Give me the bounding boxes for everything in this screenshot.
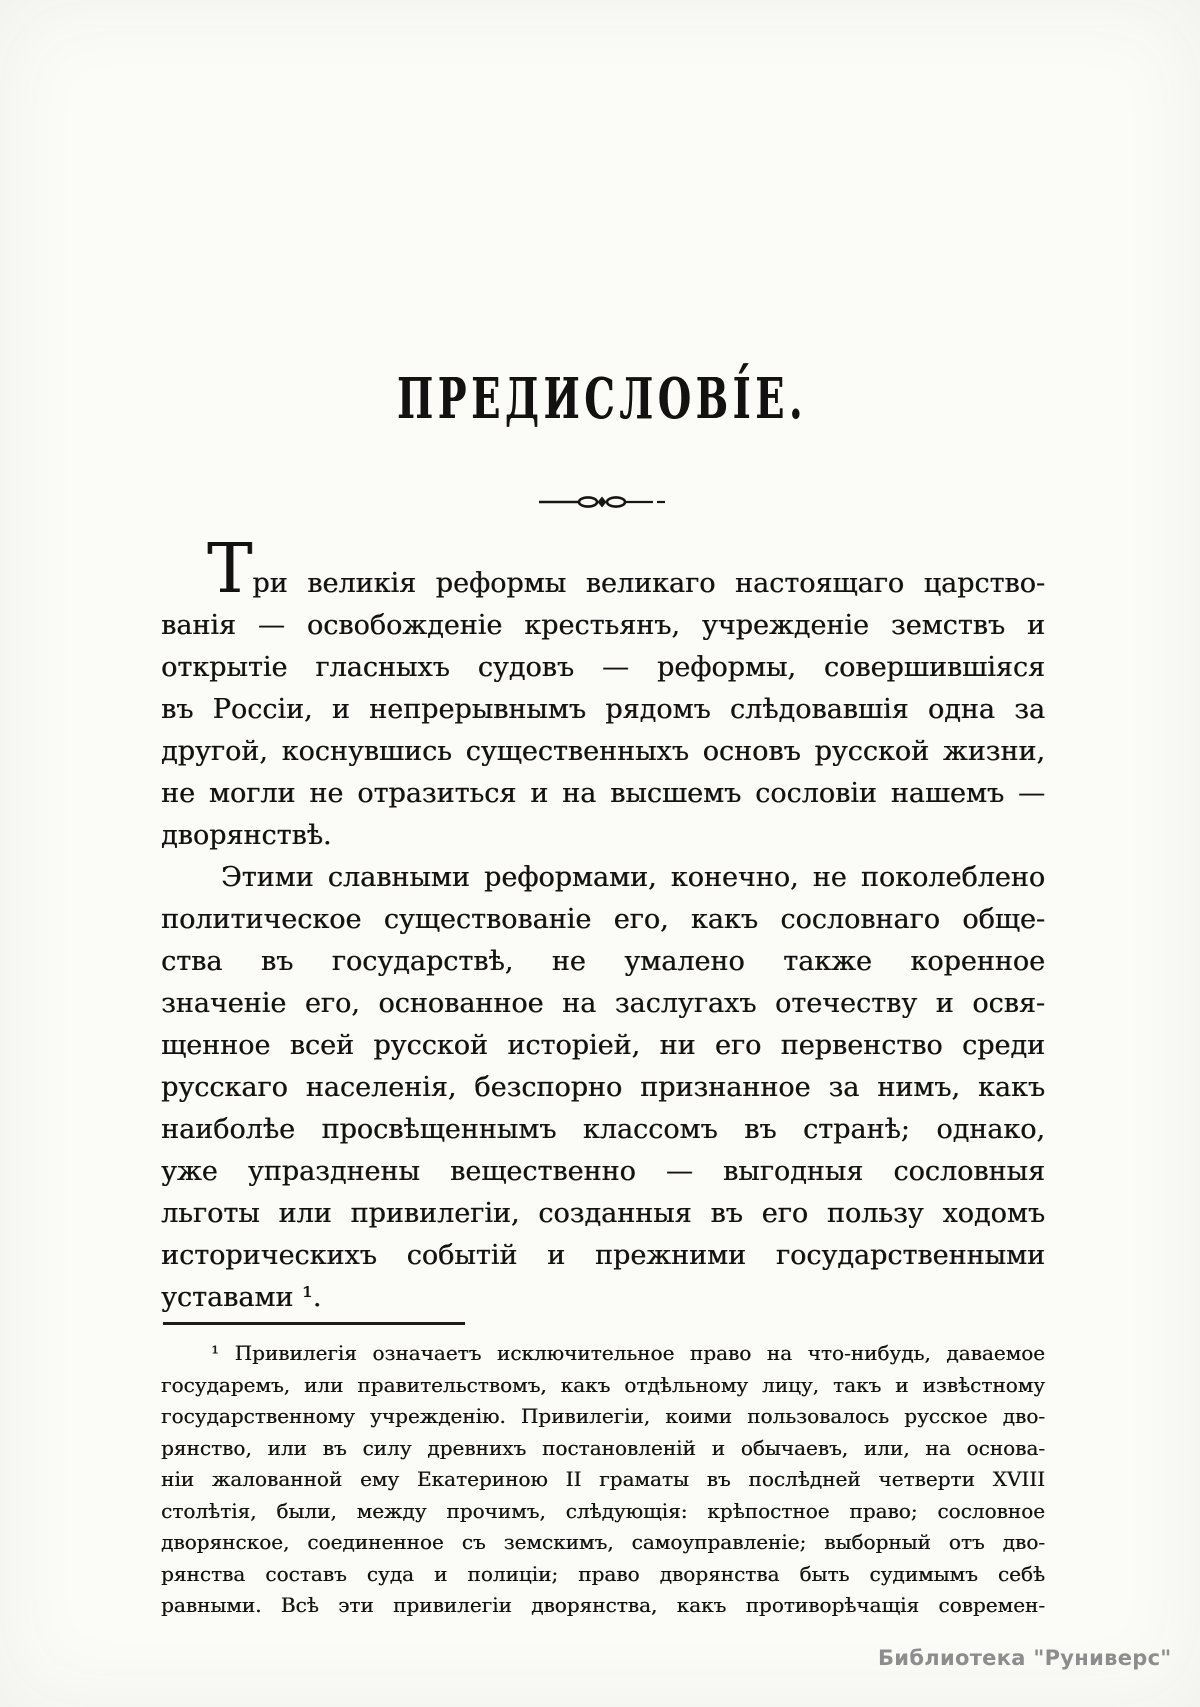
text-line	[161, 530, 1045, 609]
text-line: щенное всей русской исторіей, ни его первенство среди	[161, 1030, 1045, 1061]
text-line: столѣтія, были, между прочимъ, слѣдующія: крѣпостное право; сословное	[161, 1498, 1045, 1523]
text-line: ванія — освобожденіе крестьянъ, учрежденіе земствъ и	[161, 610, 1045, 641]
paragraph-1	[161, 530, 1045, 857]
text-line: дворянствѣ.	[161, 820, 332, 851]
text-line: наиболѣе просвѣщеннымъ классомъ въ странѣ; однако,	[161, 1114, 1045, 1145]
text-line: государственному учрежденію. Привилегіи, коими пользовалось русское дво-	[161, 1404, 1045, 1428]
preface-body	[161, 530, 1045, 1319]
paragraph-1-lines	[161, 605, 1045, 857]
title-divider-ornament	[160, 494, 1044, 510]
paragraph-2	[161, 857, 1045, 1319]
dropcap-line-rest: ри великія реформы великаго настоящаго царство-	[252, 568, 1045, 599]
text-line: равными. Всѣ эти привилегіи дворянства, какъ противорѣчащія современ-	[161, 1593, 1045, 1617]
text-line: уже упразднены вещественно — выгодныя сословныя	[161, 1156, 1045, 1187]
text-line: ства въ государствѣ, не умалено также коренное	[161, 946, 1045, 977]
text-line: рянство, или въ силу древнихъ постановленій и обычаевъ, или, на основа-	[161, 1435, 1045, 1460]
text-line: политическое существованіе его, какъ сословнаго обще-	[161, 904, 1045, 935]
preface-title: ПРЕДИСЛОВІ́Е.	[396, 366, 808, 432]
text-line: историческихъ событій и прежними государственными	[161, 1240, 1045, 1271]
text-line: уставами ¹.	[161, 1282, 322, 1313]
divider-ornament-icon	[539, 494, 665, 510]
text-line: ніи жалованной ему Екатериною II граматы въ послѣдней четверти XVIII	[161, 1467, 1045, 1491]
text-line: не могли не отразиться и на высшемъ сословіи нашемъ —	[161, 778, 1045, 809]
dropcap-initial: Т	[207, 530, 253, 609]
text-line: дворянское, соединенное съ земскимъ, самоуправленіе; выборный отъ дво-	[161, 1530, 1045, 1554]
text-line: государемъ, или правительствомъ, какъ отдѣльному лицу, такъ и извѣстному	[161, 1372, 1045, 1397]
text-line: въ Россіи, и непрерывнымъ рядомъ слѣдовавшія одна за	[161, 694, 1045, 725]
text-line: открытіе гласныхъ судовъ — реформы, совершившіяся	[161, 652, 1045, 683]
text-line: ¹ Привилегія означаетъ исключительное право на что-нибудь, даваемое	[211, 1341, 1045, 1365]
footnote-separator	[163, 1322, 465, 1325]
text-line: Этими славными реформами, конечно, не поколеблено	[221, 862, 1045, 893]
text-line: значеніе его, основанное на заслугахъ отечеству и освя-	[161, 988, 1045, 1019]
paragraph-2-lines	[161, 857, 1045, 1319]
footnote	[161, 1338, 1045, 1622]
text-line: льготы или привилегіи, созданныя въ его пользу ходомъ	[161, 1198, 1045, 1229]
text-line: русскаго населенія, безспорно признанное за нимъ, какъ	[161, 1072, 1045, 1103]
text-line: рянства составъ суда и полиціи; право дворянства быть судимымъ себѣ	[161, 1561, 1045, 1586]
library-watermark: Библиотека "Руниверс"	[878, 1646, 1172, 1670]
text-line: другой, коснувшись существенныхъ основъ русской жизни,	[161, 736, 1045, 767]
footnote-lines	[161, 1338, 1045, 1622]
